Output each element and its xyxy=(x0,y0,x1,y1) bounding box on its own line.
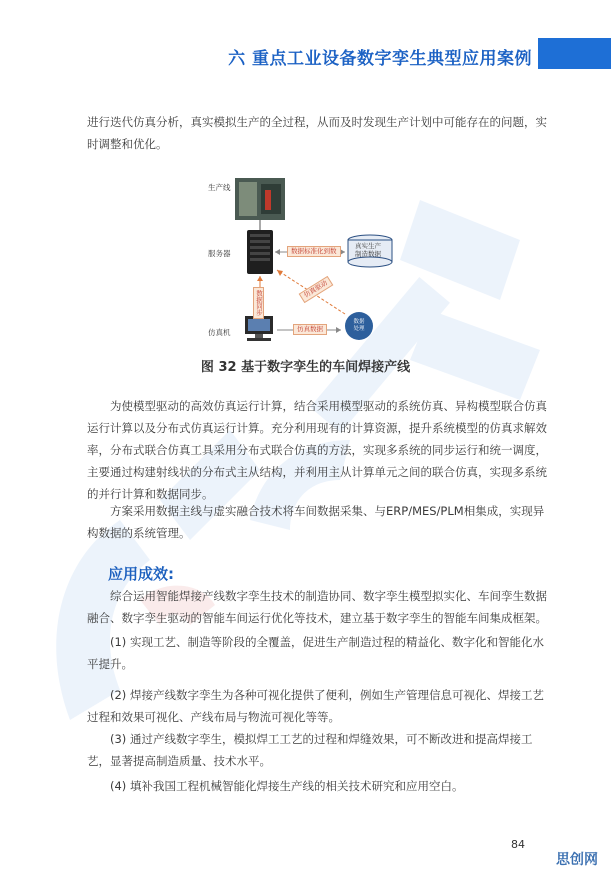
paragraph-intro: 进行迭代仿真分析，真实模拟生产的全过程，从而及时发现生产计划中可能存在的问题，实时调整和优化。 xyxy=(87,115,547,151)
edge-label-drive: 仿真驱动 xyxy=(299,276,334,303)
list-item-4: (4) 填补我国工程机械智能化焊接生产线的相关技术研究和应用空白。 xyxy=(110,779,464,793)
edge-label-standardize: 数据标准化到数 xyxy=(287,246,341,257)
edge-label-sync: 数据同步 xyxy=(253,287,264,319)
edge-label-sim-data: 仿真数据 xyxy=(293,324,327,335)
label-production-line: 生产线 xyxy=(208,183,231,192)
chapter-title: 六 重点工业设备数字孪生典型应用案例 xyxy=(228,49,532,69)
paragraph-simulation: 为使模型驱动的高效仿真运行计算，结合采用模型驱动的系统仿真、异构模型联合仿真运行计算以及分布式仿真运行计算。充分利用现有的计算资源，提升系统模型的仿真求解效率，分布式联合仿真工具采用分布式联合仿真的方法，实现多系统的同步运行和统一调度，主要通过构建射线状的分布式主从结构，并利用主从计算单元之间的联合仿真，实现多系统的并行计算和数据同步。 xyxy=(87,399,547,501)
list-item-3: (3) 通过产线数字孪生，模拟焊工工艺的过程和焊缝效果，可不断改进和提高焊接工艺，显著提高制造质量、技术水平。 xyxy=(87,732,533,768)
welding-line-diagram xyxy=(195,172,425,352)
label-real-data: 真实生产 制造数据 xyxy=(355,242,381,258)
data-processing-node: 数据 处理 xyxy=(345,312,373,340)
list-item-2: (2) 焊接产线数字孪生为各种可视化提供了便利，例如生产管理信息可视化、焊接工艺过程和效果可视化、产线布局与物流可视化等等。 xyxy=(87,688,544,724)
section-heading-results: 应用成效: xyxy=(108,565,174,583)
label-simulator: 仿真机 xyxy=(208,328,231,337)
list-item-1: (1) 实现工艺、制造等阶段的全覆盖，促进生产制造过程的精益化、数字化和智能化水平提升。 xyxy=(87,635,544,671)
header-color-tab xyxy=(538,38,611,69)
footer-brand-logo: 思创网 xyxy=(556,852,598,868)
paragraph-integration: 方案采用数据主线与虚实融合技术将车间数据采集、与ERP/MES/PLM相集成，实现异构数据的系统管理。 xyxy=(87,504,545,540)
page-number: 84 xyxy=(511,838,525,851)
figure-caption: 图 32 基于数字孪生的车间焊接产线 xyxy=(200,360,411,375)
paragraph-results-summary: 综合运用智能焊接产线数字孪生技术的制造协同、数字孪生模型拟实化、车间孪生数据融合、数字孪生驱动的智能车间运行优化等技术，建立基于数字孪生的智能车间集成框架。 xyxy=(87,589,547,625)
label-server: 服务器 xyxy=(208,249,231,258)
